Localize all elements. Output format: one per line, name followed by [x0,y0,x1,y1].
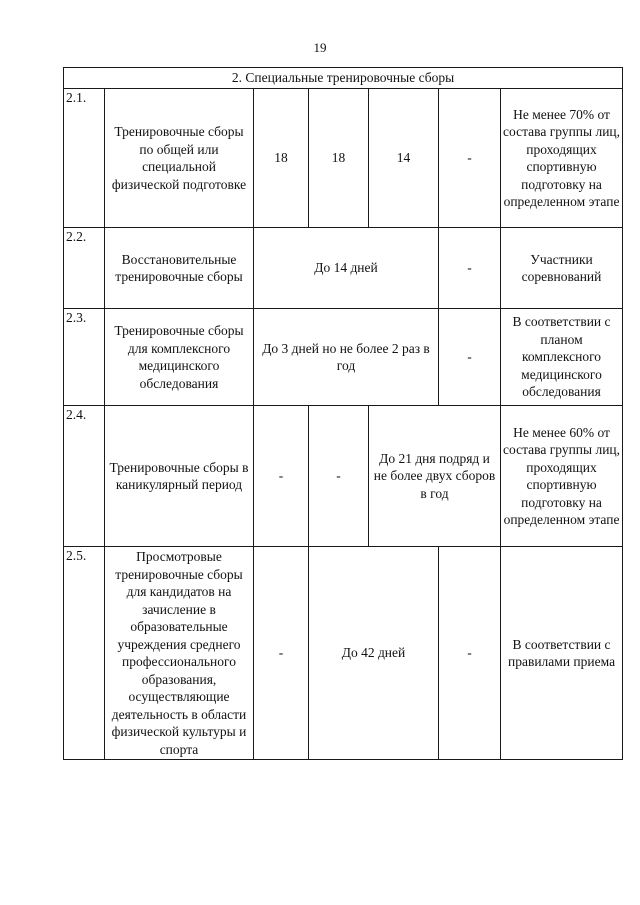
row-number: 2.2. [64,228,105,309]
participants-note: В соответствии с планом комплексного медицинского обследования [501,309,623,406]
camp-name: Тренировочные сборы по общей или специальной физической подготовке [105,89,254,228]
days-value: 18 [254,89,309,228]
days-span-line: До 21 дня подряд и не более двух сборов [373,450,496,484]
section-title: 2. Специальные тренировочные сборы [64,68,623,89]
section-header-row [64,68,623,89]
table-row [64,406,623,547]
days-value: - [254,406,309,547]
participants-note: Не менее 60% от состава группы лиц, проходящих спортивную подготовку на определенном этапе [501,406,623,547]
days-span-value: До 42 дней [309,547,439,760]
days-value: 14 [369,89,439,228]
table-row [64,309,623,406]
days-span-line: в год [420,485,449,501]
days-value: - [254,547,309,760]
camp-name: Тренировочные сборы в каникулярный период [105,406,254,547]
training-camps-table [63,67,623,760]
days-value: - [439,547,501,760]
participants-note: Не менее 70% от состава группы лиц, проходящих спортивную подготовку на определенном этапе [501,89,623,228]
table-row [64,547,623,760]
row-number: 2.3. [64,309,105,406]
days-value: - [439,89,501,228]
row-number: 2.1. [64,89,105,228]
row-number: 2.5. [64,547,105,760]
days-span-value: До 14 дней [254,228,439,309]
days-span-value: До 3 дней но не более 2 раз в год [254,309,439,406]
days-value: 18 [309,89,369,228]
camp-name: Тренировочные сборы для комплексного медицинского обследования [105,309,254,406]
camp-name: Восстановительные тренировочные сборы [105,228,254,309]
days-value: - [439,309,501,406]
table-row [64,228,623,309]
camp-name: Просмотровые тренировочные сборы для кандидатов на зачисление в образовательные учреждения среднего профессионального образования, осуществляющие деятельность в области физической культуры и спорта [105,547,254,760]
participants-note: Участники соревнований [501,228,623,309]
days-span-value [369,406,501,547]
days-value: - [309,406,369,547]
days-value: - [439,228,501,309]
row-number: 2.4. [64,406,105,547]
page-number: 19 [313,40,327,55]
participants-note: В соответствии с правилами приема [501,547,623,760]
table-row [64,89,623,228]
